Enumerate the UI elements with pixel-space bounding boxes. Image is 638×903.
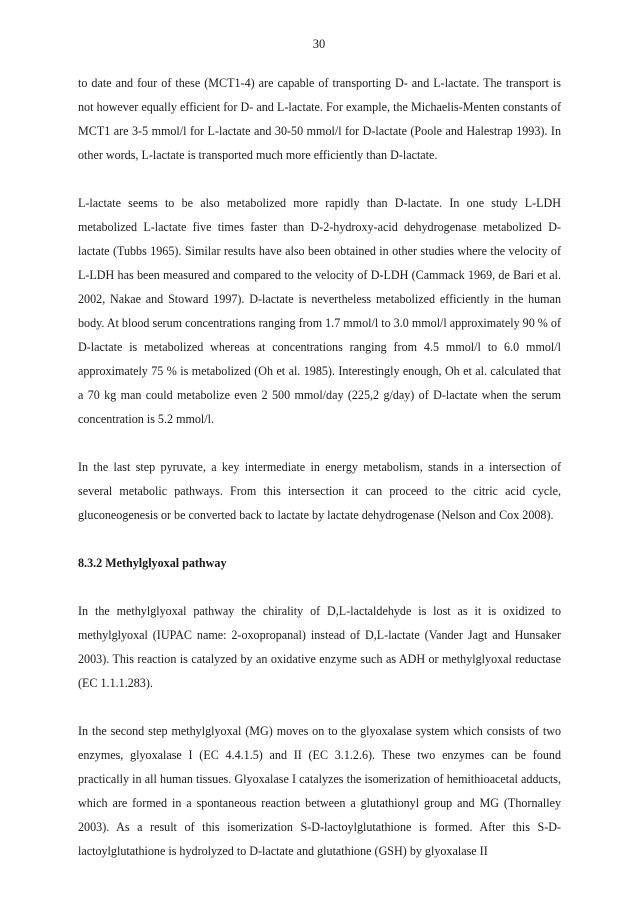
paragraph-methylglyoxal-oxidation: In the methylglyoxal pathway the chirality of D,L-lactaldehyde is lost as it is oxidized to methylglyoxal (IUPAC name: 2-oxopropanal) instead of D,L-lactate (Vander Jagt and Hunsaker 2003). This reaction is catalyzed by an oxidative enzyme such as ADH or methylglyoxal reductase (EC 1.1.1.283). [78,604,561,690]
page-number: 30 [312,37,326,51]
paragraph-spacer [78,575,561,599]
paragraph-spacer [78,695,561,719]
paragraph-glyoxalase-system: In the second step methylglyoxal (MG) moves on to the glyoxalase system which consists of two enzymes, glyoxalase I (EC 4.4.1.5) and II (EC 3.1.2.6). These two enzymes can be found practically in all human tissues. Glyoxalase I catalyzes the isomerization of hemithioacetal adducts, which are formed in a spontaneous reaction between a glutathionyl group and MG (Thornalley 2003). As a result of this isomerization S-D-lactoylglutathione is formed. After this S-D-lactoylglutathione is hydrolyzed to D-lactate and glutathione (GSH) by glyoxalase II [78,724,561,858]
paragraph-spacer [78,167,561,191]
paragraph-spacer [78,527,561,551]
paragraph-spacer [78,431,561,455]
page-body [78,71,561,863]
paragraph-lactate-metabolism: L-lactate seems to be also metabolized more rapidly than D-lactate. In one study L-LDH metabolized L-lactate five times faster than D-2-hydroxy-acid dehydrogenase metabolized D-lactate (Tubbs 1965). Similar results have also been obtained in other studies where the velocity of L-LDH has been measured and compared to the velocity of D-LDH (Cammack 1969, de Bari et al. 2002, Nakae and Stoward 1997). D-lactate is nevertheless metabolized efficiently in the human body. At blood serum concentrations ranging from 1.7 mmol/l to 3.0 mmol/l approximately 90 % of D-lactate is metabolized whereas at concentrations ranging from 4.5 mmol/l to 6.0 mmol/l approximately 75 % is metabolized (Oh et al. 1985). Interestingly enough, Oh et al. calculated that a 70 kg man could metabolize even 2 500 mmol/day (225,2 g/day) of D-lactate when the serum concentration is 5.2 mmol/l. [78,196,561,426]
section-heading: 8.3.2 Methylglyoxal pathway [78,556,227,570]
paragraph-pyruvate-intersection: In the last step pyruvate, a key intermediate in energy metabolism, stands in a intersection of several metabolic pathways. From this intersection it can proceed to the citric acid cycle, gluconeogenesis or be converted back to lactate by lactate dehydrogenase (Nelson and Cox 2008). [78,460,561,522]
paragraph-mct-transport: to date and four of these (MCT1-4) are capable of transporting D- and L-lactate. The transport is not however equally efficient for D- and L-lactate. For example, the Michaelis-Menten constants of MCT1 are 3-5 mmol/l for L-lactate and 30-50 mmol/l for D-lactate (Poole and Halestrap 1993). In other words, L-lactate is transported much more efficiently than D-lactate. [78,76,561,162]
